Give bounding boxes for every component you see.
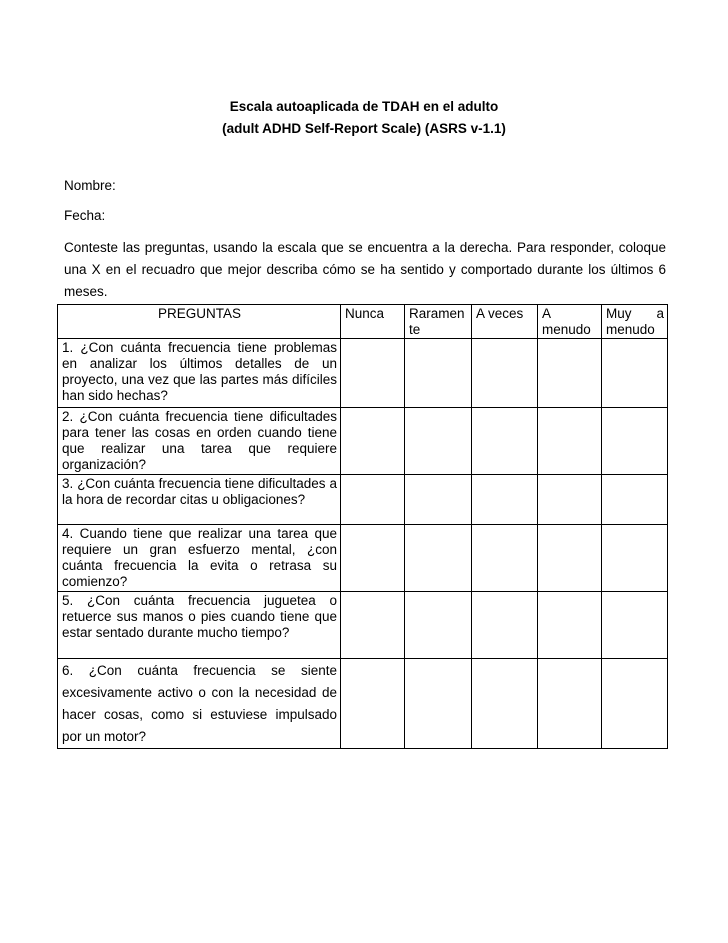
header-a-menudo: A menudo [538, 305, 602, 339]
answer-cell-a-menudo[interactable] [538, 659, 602, 749]
answer-cell-muy-a-menudo[interactable] [602, 592, 668, 659]
asrs-table [57, 304, 668, 749]
answer-cell-raramente[interactable] [405, 592, 472, 659]
answer-cell-muy-a-menudo[interactable] [602, 408, 668, 475]
answer-cell-nunca[interactable] [341, 339, 405, 408]
header-nunca: Nunca [341, 305, 405, 339]
question-row [58, 592, 668, 659]
answer-cell-a-menudo[interactable] [538, 525, 602, 592]
header-row [58, 305, 668, 339]
header-a-veces: A veces [472, 305, 538, 339]
question-row [58, 408, 668, 475]
date-label: Fecha: [64, 208, 106, 223]
question-row [58, 525, 668, 592]
question-row [58, 475, 668, 525]
answer-cell-nunca[interactable] [341, 659, 405, 749]
answer-cell-muy-a-menudo[interactable] [602, 339, 668, 408]
question-1: 1. ¿Con cuánta frecuencia tiene problemas en analizar los últimos detalles de un proyecto, una vez que las partes más difíciles han sido hechas? [58, 339, 341, 408]
header-questions: PREGUNTAS [58, 305, 341, 339]
answer-cell-a-menudo[interactable] [538, 408, 602, 475]
answer-cell-nunca[interactable] [341, 592, 405, 659]
question-5: 5. ¿Con cuánta frecuencia juguetea o retuerce sus manos o pies cuando tiene que estar sentado durante mucho tiempo? [58, 592, 341, 659]
question-2: 2. ¿Con cuánta frecuencia tiene dificultades para tener las cosas en orden cuando tiene que realizar una tarea que requiere organización? [58, 408, 341, 475]
question-3: 3. ¿Con cuánta frecuencia tiene dificultades a la hora de recordar citas u obligaciones? [58, 475, 341, 525]
answer-cell-a-menudo[interactable] [538, 475, 602, 525]
answer-cell-a-menudo[interactable] [538, 592, 602, 659]
answer-cell-raramente[interactable] [405, 525, 472, 592]
instructions: Conteste las preguntas, usando la escala que se encuentra a la derecha. Para responder, coloque una X en el recuadro que mejor describa cómo se ha sentido y comportado durante los últimos 6 meses. [64, 240, 666, 299]
answer-cell-a-veces[interactable] [472, 339, 538, 408]
name-label: Nombre: [64, 178, 116, 193]
question-row [58, 339, 668, 408]
answer-cell-a-veces[interactable] [472, 525, 538, 592]
answer-cell-raramente[interactable] [405, 475, 472, 525]
document-title: Escala autoaplicada de TDAH en el adulto [229, 99, 499, 114]
answer-cell-raramente[interactable] [405, 408, 472, 475]
header-raramente: Raramente [405, 305, 472, 339]
question-4: 4. Cuando tiene que realizar una tarea que requiere un gran esfuerzo mental, ¿con cuánta frecuencia la evita o retrasa su comienzo? [58, 525, 341, 592]
answer-cell-raramente[interactable] [405, 339, 472, 408]
header-muy-a-menudo: Muy a menudo [602, 305, 668, 339]
answer-cell-nunca[interactable] [341, 475, 405, 525]
answer-cell-nunca[interactable] [341, 525, 405, 592]
answer-cell-a-veces[interactable] [472, 659, 538, 749]
question-row [58, 659, 668, 749]
answer-cell-raramente[interactable] [405, 659, 472, 749]
answer-cell-a-menudo[interactable] [538, 339, 602, 408]
answer-cell-muy-a-menudo[interactable] [602, 525, 668, 592]
answer-cell-nunca[interactable] [341, 408, 405, 475]
document-subtitle: (adult ADHD Self-Report Scale) (ASRS v-1.1) [222, 121, 506, 136]
answer-cell-a-veces[interactable] [472, 408, 538, 475]
question-6: 6. ¿Con cuánta frecuencia se siente excesivamente activo o con la necesidad de hacer cosas, como si estuviese impulsado por un motor? [58, 659, 341, 749]
answer-cell-a-veces[interactable] [472, 475, 538, 525]
answer-cell-muy-a-menudo[interactable] [602, 475, 668, 525]
answer-cell-muy-a-menudo[interactable] [602, 659, 668, 749]
answer-cell-a-veces[interactable] [472, 592, 538, 659]
